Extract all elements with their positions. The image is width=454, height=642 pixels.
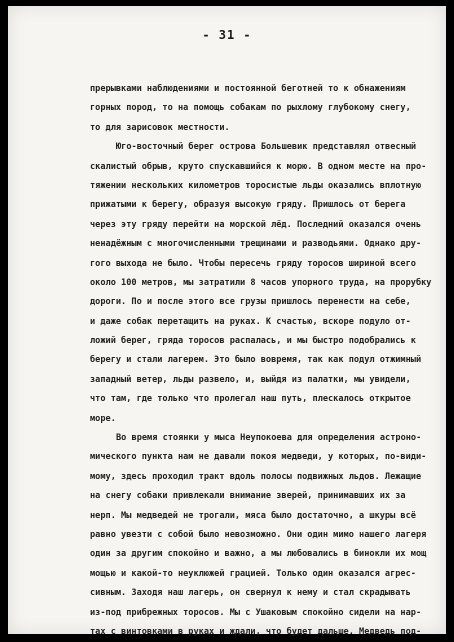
text-line: мического пункта нам не давали покоя медведи, у которых, по-види-	[90, 452, 427, 463]
text-line: горных пород, то на помощь собакам по рыхлому глубокому снегу,	[90, 103, 411, 114]
text-line: тяжении нескольких километров торосистые льды оказались вплотную	[90, 180, 422, 191]
text-line: через эту гряду перейти на морской лёд. Последний оказался очень	[90, 219, 422, 230]
document-page	[8, 6, 446, 637]
text-line: тах с винтовками в руках и ждали, что будет дальше. Медведь под-	[90, 626, 422, 637]
text-line: скалистый обрыв, круто спускавшийся к морю. В одном месте на про-	[90, 161, 427, 172]
text-line: Юго-восточный берег острова Большевик представлял отвесный	[116, 142, 417, 153]
text-line: мощью и какой-то неуклюжей грацией. Только один оказался агрес-	[90, 568, 416, 579]
text-line: на снегу собаки привлекали внимание зверей, принимавших их за	[90, 491, 406, 502]
text-line: гого выхода не было. Чтобы пересечь гряду торосов шириной всего	[90, 258, 416, 269]
text-line: западный ветер, льды развело, и, выйдя из палатки, мы увидели,	[90, 374, 411, 385]
text-line: дороги. По и после этого все грузы пришлось перенести на себе,	[90, 297, 411, 308]
text-line: ложий берег, гряда торосов распалась, и мы быстро подобрались к	[90, 336, 416, 347]
text-line: около 100 метров, мы затратили 8 часов упорного труда, на прорубку	[90, 277, 432, 288]
text-line: прижатыми к берегу, образуя высокую гряду. Пришлось от берега	[90, 200, 406, 211]
text-line: мому, здесь проходил тракт вдоль полосы подвижных льдов. Лежащие	[90, 471, 422, 482]
text-line: Во время стоянки у мыса Неупокоева для определения астроно-	[116, 433, 422, 444]
page-number: - 31 -	[202, 28, 252, 42]
text-line: море.	[90, 413, 116, 424]
text-line: нерп. Мы медведей не трогали, мяса было достаточно, а шкуры всё	[90, 510, 416, 521]
text-line: из-под прибрежных торосов. Мы с Ушаковым спокойно сидели на нар-	[90, 607, 422, 618]
text-line: берегу и стали лагерем. Это было вовремя, так как подул отжимный	[90, 355, 422, 366]
text-line: ненадёжным с многочисленными трещинами и разводьями. Однако дру-	[90, 239, 422, 250]
text-line: то для зарисовок местности.	[90, 122, 230, 133]
text-line: один за другим спокойно и важно, а мы любовались в бинокли их мощ	[90, 549, 427, 560]
text-line: прерывками наблюдениями и постоянной беготней то к обнажениям	[90, 84, 406, 94]
text-line: сивным. Заходя наш лагерь, он свернул к нему и стал скрадывать	[90, 588, 411, 599]
text-line: что там, где только что пролегал наш путь, плескалось открытое	[90, 394, 411, 405]
text-line: равно увезти с собой было невозможно. Они один мимо нашего лагеря	[90, 529, 427, 540]
text-line: и даже собак перетащить на руках. К счастью, вскоре подуло от-	[90, 316, 411, 327]
body-text	[90, 80, 442, 642]
